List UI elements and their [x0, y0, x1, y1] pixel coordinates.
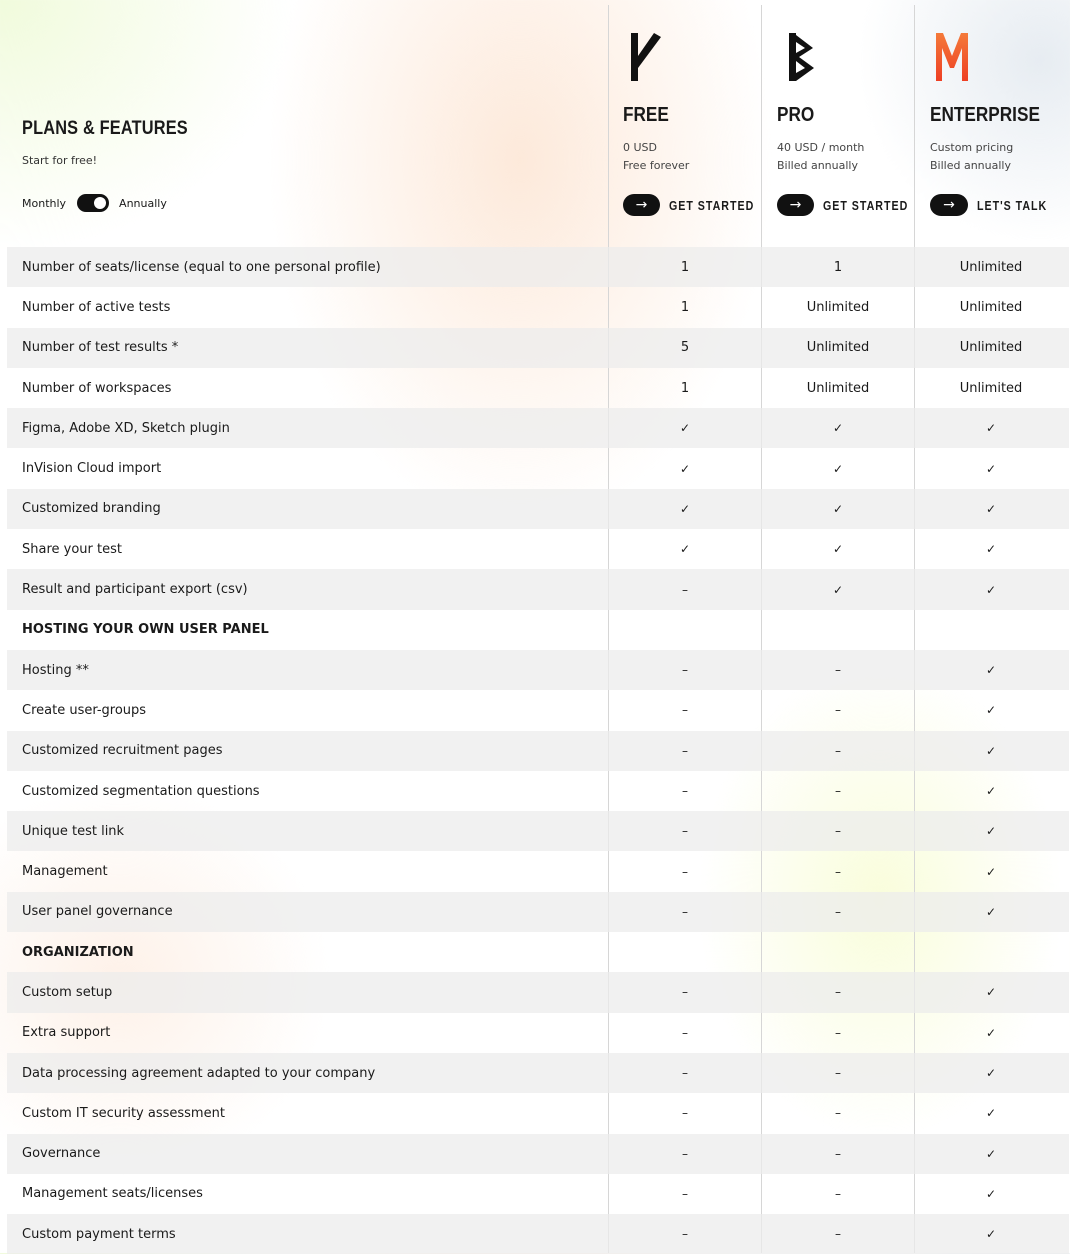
check-icon: ✓	[832, 501, 844, 516]
plan-price-amount: Custom pricing	[930, 141, 1014, 154]
check-icon: ✓	[985, 784, 997, 798]
feature-name: Customized branding	[22, 501, 161, 517]
dash-icon: –	[682, 1106, 688, 1121]
rune-f-icon	[623, 30, 671, 84]
table-row	[7, 731, 1069, 771]
check-icon: ✓	[985, 421, 997, 436]
check-icon: ✓	[832, 542, 844, 557]
table-row	[7, 972, 1069, 1012]
table-row	[7, 1174, 1069, 1214]
arrow-right-icon: →	[777, 194, 814, 216]
plan-price-amount: 40 USD / month	[777, 141, 865, 154]
feature-value: 1	[833, 259, 843, 275]
plan-price	[930, 139, 1070, 175]
dash-icon: –	[682, 864, 688, 879]
arrow-right-icon: →	[930, 194, 968, 216]
feature-name: Management	[22, 864, 108, 880]
check-icon: ✓	[679, 501, 691, 516]
dash-icon: –	[835, 743, 841, 758]
check-icon: ✓	[985, 542, 997, 557]
plan-name: PRO	[777, 104, 815, 126]
dash-icon: –	[835, 703, 841, 718]
dash-icon: –	[835, 864, 841, 879]
check-icon: ✓	[985, 1227, 997, 1242]
check-icon: ✓	[985, 1146, 997, 1161]
table-row	[7, 892, 1069, 932]
table-row	[7, 247, 1069, 287]
check-icon: ✓	[985, 703, 997, 718]
plan-price-note: Billed annually	[930, 159, 1011, 172]
check-icon: ✓	[985, 743, 997, 758]
feature-name: Customized segmentation questions	[22, 783, 260, 799]
feature-name: Management seats/licenses	[22, 1186, 203, 1202]
section-title: HOSTING YOUR OWN USER PANEL	[22, 622, 269, 638]
table-row	[7, 529, 1069, 569]
arrow-right-icon: →	[623, 194, 660, 216]
plan-name: ENTERPRISE	[930, 104, 1040, 126]
table-row	[7, 1214, 1069, 1254]
check-icon: ✓	[985, 824, 997, 839]
feature-name: Number of workspaces	[22, 380, 172, 396]
feature-name: Custom IT security assessment	[22, 1105, 225, 1121]
toggle-knob	[94, 197, 106, 209]
dash-icon: –	[835, 1186, 841, 1201]
section-header-row	[7, 932, 1069, 972]
dash-icon: –	[682, 824, 688, 839]
table-row	[7, 448, 1069, 488]
check-icon: ✓	[832, 582, 844, 597]
feature-name: Governance	[22, 1146, 101, 1162]
feature-comparison-table	[7, 247, 1069, 1254]
plan-price-amount: 0 USD	[623, 141, 657, 154]
dash-icon: –	[835, 1146, 841, 1161]
dash-icon: –	[682, 703, 688, 718]
cta-label: GET STARTED	[823, 197, 909, 213]
feature-name: Unique test link	[22, 823, 125, 839]
pricing-header	[0, 0, 1070, 247]
table-row	[7, 328, 1069, 368]
billing-monthly-label[interactable]: Monthly	[22, 196, 67, 210]
table-row	[7, 368, 1069, 408]
dash-icon: –	[682, 1186, 688, 1201]
feature-value: Unlimited	[959, 340, 1023, 356]
feature-name: Create user-groups	[22, 702, 147, 718]
dash-icon: –	[835, 784, 841, 798]
table-row	[7, 408, 1069, 448]
dash-icon: –	[682, 743, 688, 758]
feature-value: 1	[680, 380, 690, 396]
feature-name: Number of test results *	[22, 340, 179, 356]
feature-value: Unlimited	[806, 380, 870, 396]
feature-name: Custom payment terms	[22, 1226, 176, 1242]
check-icon: ✓	[832, 421, 844, 436]
dash-icon: –	[682, 1227, 688, 1242]
feature-name: Result and participant export (csv)	[22, 582, 248, 598]
dash-icon: –	[682, 1066, 688, 1081]
dash-icon: –	[835, 1066, 841, 1081]
check-icon: ✓	[985, 985, 997, 1000]
dash-icon: –	[682, 663, 688, 678]
dash-icon: –	[682, 582, 688, 597]
dash-icon: –	[835, 985, 841, 1000]
dash-icon: –	[835, 1106, 841, 1121]
check-icon: ✓	[985, 1066, 997, 1081]
dash-icon: –	[682, 1146, 688, 1161]
feature-name: Figma, Adobe XD, Sketch plugin	[22, 420, 230, 436]
billing-period-toggle[interactable]	[77, 194, 109, 212]
feature-value: Unlimited	[806, 340, 870, 356]
table-row	[7, 1053, 1069, 1093]
billing-toggle-row	[22, 194, 167, 212]
dash-icon: –	[835, 1025, 841, 1040]
check-icon: ✓	[985, 461, 997, 476]
rune-b-icon	[777, 30, 825, 84]
table-row	[7, 489, 1069, 529]
check-icon: ✓	[832, 461, 844, 476]
feature-name: Customized recruitment pages	[22, 743, 223, 759]
feature-value: Unlimited	[959, 259, 1023, 275]
feature-name: Number of seats/license (equal to one personal profile)	[22, 259, 381, 275]
feature-name: Share your test	[22, 541, 122, 557]
feature-name: User panel governance	[22, 904, 173, 920]
check-icon: ✓	[985, 1186, 997, 1201]
check-icon: ✓	[679, 421, 691, 436]
dash-icon: –	[835, 663, 841, 678]
page-subtitle: Start for free!	[22, 154, 98, 167]
table-row	[7, 650, 1069, 690]
check-icon: ✓	[985, 663, 997, 678]
get-started-free-button[interactable]	[623, 194, 773, 216]
table-row	[7, 569, 1069, 609]
cta-label: GET STARTED	[669, 197, 755, 213]
dash-icon: –	[835, 904, 841, 919]
feature-name: Hosting **	[22, 662, 89, 678]
feature-value: Unlimited	[959, 380, 1023, 396]
plan-pro	[777, 30, 927, 216]
feature-name: Number of active tests	[22, 299, 171, 315]
dash-icon: –	[682, 784, 688, 798]
table-row	[7, 1134, 1069, 1174]
plan-enterprise	[930, 30, 1070, 216]
cta-label: LET'S TALK	[977, 197, 1048, 213]
check-icon: ✓	[985, 1025, 997, 1040]
dash-icon: –	[682, 985, 688, 1000]
feature-name: Extra support	[22, 1025, 111, 1041]
dash-icon: –	[682, 1025, 688, 1040]
page-title: PLANS & FEATURES	[22, 118, 188, 139]
plan-price-note: Billed annually	[777, 159, 858, 172]
table-row	[7, 811, 1069, 851]
feature-value: Unlimited	[959, 299, 1023, 315]
check-icon: ✓	[985, 904, 997, 919]
dash-icon: –	[682, 904, 688, 919]
dash-icon: –	[835, 824, 841, 839]
plan-name: FREE	[623, 104, 669, 126]
table-row	[7, 690, 1069, 730]
get-started-pro-button[interactable]	[777, 194, 927, 216]
lets-talk-enterprise-button[interactable]	[930, 194, 1070, 216]
plan-price	[623, 139, 773, 175]
check-icon: ✓	[985, 864, 997, 879]
table-row	[7, 1013, 1069, 1053]
check-icon: ✓	[679, 461, 691, 476]
feature-name: Data processing agreement adapted to your company	[22, 1065, 376, 1081]
table-row	[7, 1093, 1069, 1133]
letter-m-icon	[930, 30, 978, 84]
check-icon: ✓	[985, 1106, 997, 1121]
feature-name: InVision Cloud import	[22, 461, 162, 477]
dash-icon: –	[835, 1227, 841, 1242]
plans-heading-block	[22, 118, 215, 167]
section-header-row	[7, 610, 1069, 650]
feature-value: 1	[680, 299, 690, 315]
check-icon: ✓	[679, 542, 691, 557]
section-title: ORGANIZATION	[22, 944, 134, 960]
billing-annually-label[interactable]: Annually	[119, 196, 167, 210]
plan-free	[623, 30, 773, 216]
feature-value: Unlimited	[806, 299, 870, 315]
check-icon: ✓	[985, 501, 997, 516]
table-row	[7, 851, 1069, 891]
feature-name: Custom setup	[22, 984, 113, 1000]
feature-value: 1	[680, 259, 690, 275]
plan-price	[777, 139, 927, 175]
check-icon: ✓	[985, 582, 997, 597]
table-row	[7, 771, 1069, 811]
plan-price-note: Free forever	[623, 159, 690, 172]
table-row	[7, 287, 1069, 327]
feature-value: 5	[680, 340, 690, 356]
